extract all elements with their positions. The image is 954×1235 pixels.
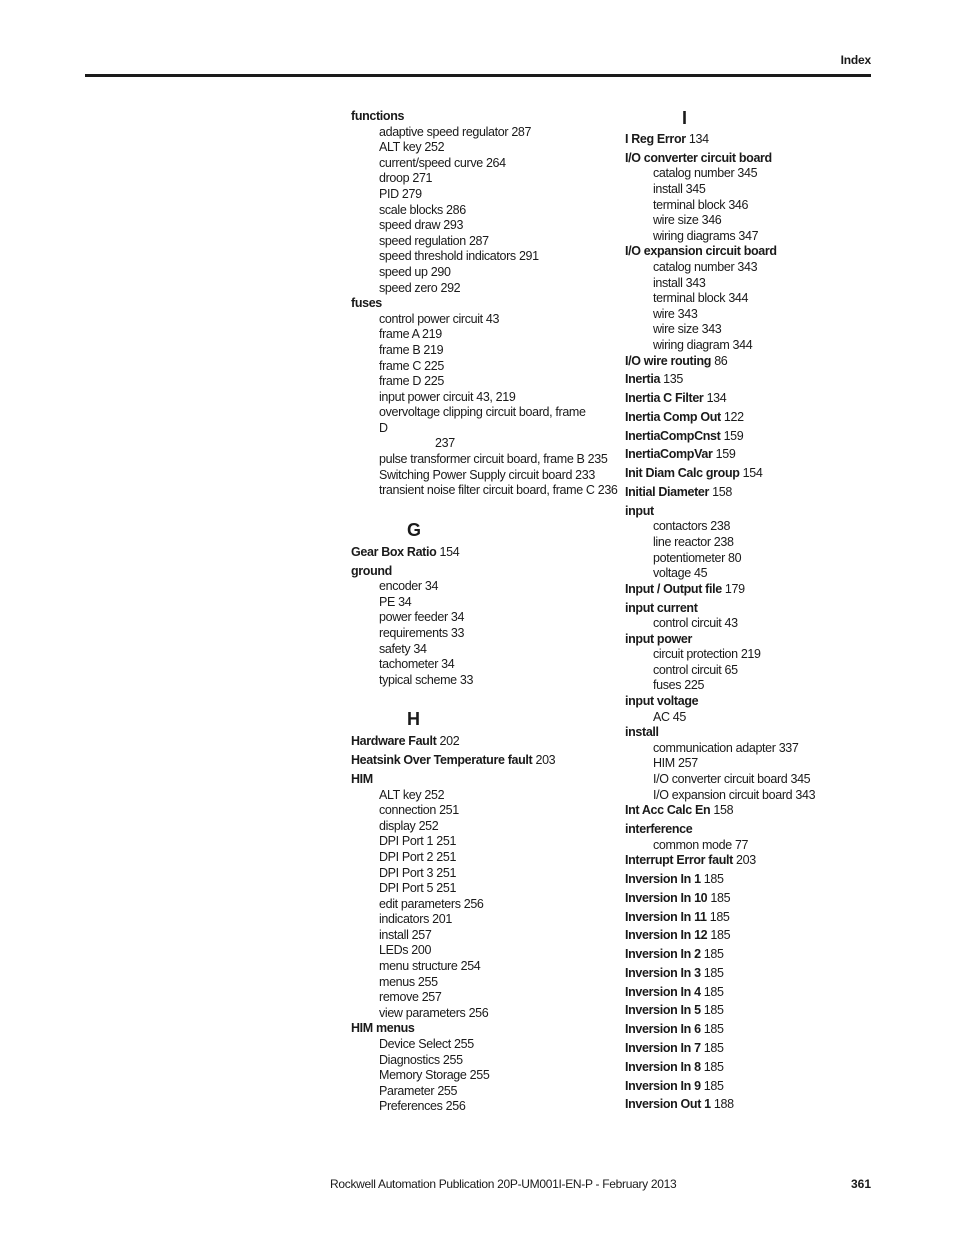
index-page: 202 (436, 734, 460, 749)
index-entry-inversion-in-3 (625, 966, 885, 982)
index-subentry: I/O expansion circuit board 343 (653, 787, 816, 802)
index-subentry: potentiometer 80 (653, 550, 742, 565)
index-entry-i-reg-error (625, 132, 885, 148)
header-rule (85, 74, 871, 77)
subentry-page: 237 (435, 436, 455, 451)
index-subentry: frame C 225 (379, 358, 444, 373)
index-subentry: remove 257 (379, 990, 442, 1005)
index-subentries (351, 788, 611, 1022)
index-entry-input-voltage (625, 694, 885, 710)
subentry-group (379, 452, 618, 499)
index-term: I/O converter circuit board (625, 150, 772, 165)
index-page: 185 (706, 909, 730, 924)
index-entry-hardware-fault (351, 734, 611, 750)
subentry-text: overvoltage clipping circuit board, frame D (379, 405, 586, 435)
index-term: Init Diam Calc group (625, 466, 740, 481)
index-subentry: safety 34 (379, 641, 427, 656)
index-term: input power (625, 631, 692, 646)
index-subentries (379, 312, 611, 406)
index-subentry: transient noise filter circuit board, frame C 236 (379, 483, 618, 498)
index-subentry: menu structure 254 (379, 959, 481, 974)
index-column-left (351, 109, 618, 1115)
index-entry-inertiacompcnst (625, 429, 885, 445)
index-term: fuses (351, 296, 382, 311)
index-term: Inversion In 1 (625, 871, 701, 886)
index-subentry: install 345 (653, 181, 706, 196)
index-page: 185 (700, 1003, 724, 1018)
index-subentry: wire 343 (653, 306, 698, 321)
index-entry-int-acc-calc-en (625, 803, 885, 819)
index-subentries (625, 166, 885, 244)
index-term: Inversion In 12 (625, 928, 708, 943)
index-subentry: control power circuit 43 (379, 311, 500, 326)
index-page: 185 (700, 1059, 724, 1074)
index-subentry: input power circuit 43, 219 (379, 389, 516, 404)
index-term: Inversion In 8 (625, 1059, 701, 1074)
index-term: Inversion In 9 (625, 1078, 701, 1093)
index-subentry: tachometer 34 (379, 657, 455, 672)
index-entry-inversion-in-12 (625, 928, 885, 944)
index-term: Inertia (625, 372, 661, 387)
index-page: 154 (436, 544, 460, 559)
index-subentry: wire size 343 (653, 322, 722, 337)
index-subentry: PID 279 (379, 186, 422, 201)
index-subentries (379, 452, 618, 499)
index-subentry: speed draw 293 (379, 218, 464, 233)
index-page: 185 (700, 871, 724, 886)
index-subentries (625, 710, 885, 726)
index-entry-inversion-in-11 (625, 910, 885, 926)
index-subentries (351, 125, 611, 297)
index-page: 134 (685, 132, 709, 146)
index-page: 185 (700, 965, 724, 980)
index-subentry: Memory Storage 255 (379, 1068, 490, 1083)
index-subentry: common mode 77 (653, 837, 749, 852)
index-subentry: HIM 257 (653, 756, 698, 771)
index-subentries (625, 616, 885, 632)
index-entry-heatsink (351, 753, 611, 769)
index-subentries (351, 1037, 611, 1115)
index-entry-inertia-c-filter (625, 391, 885, 407)
index-subentry: install 343 (653, 275, 706, 290)
index-term: Gear Box Ratio (351, 544, 437, 559)
index-subentry: speed up 290 (379, 264, 451, 279)
index-entry-inversion-in-7 (625, 1041, 885, 1057)
index-entry-inversion-in-2 (625, 947, 885, 963)
index-page: 203 (732, 853, 756, 868)
index-entry-inversion-in-10 (625, 891, 885, 907)
index-term: Heatsink Over Temperature fault (351, 753, 533, 768)
index-subentry: Diagnostics 255 (379, 1052, 463, 1067)
index-subentry: wiring diagram 344 (653, 337, 753, 352)
index-page: 185 (707, 928, 731, 943)
index-page: 158 (710, 803, 734, 818)
index-page: 86 (711, 353, 728, 368)
index-subentry: control circuit 43 (653, 616, 738, 631)
index-subentries (625, 838, 885, 854)
index-page: 134 (703, 391, 727, 406)
index-subentry: adaptive speed regulator 287 (379, 124, 532, 139)
index-page: 179 (721, 581, 745, 596)
index-subentry: circuit protection 219 (653, 647, 761, 662)
index-entry-inversion-in-1 (625, 872, 885, 888)
index-subentry: scale blocks 286 (379, 202, 466, 217)
index-entry-init-diam-calc (625, 466, 885, 482)
index-page: 135 (660, 372, 683, 387)
index-entry-him (351, 772, 611, 788)
index-entry-install (625, 725, 885, 741)
index-term: ground (351, 563, 392, 578)
index-subentry: wire size 346 (653, 213, 722, 228)
index-page: 203 (532, 753, 556, 768)
index-subentry: Switching Power Supply circuit board 233 (379, 467, 595, 482)
index-term: Inversion In 10 (625, 890, 708, 905)
index-subentry: terminal block 346 (653, 197, 749, 212)
index-term: Interrupt Error fault (625, 853, 733, 868)
index-subentry: frame B 219 (379, 342, 444, 357)
index-subentry: view parameters 256 (379, 1005, 489, 1020)
index-subentries (625, 260, 885, 354)
index-subentry: AC 45 (653, 709, 686, 724)
index-subentry: power feeder 34 (379, 610, 465, 625)
index-entry-inversion-in-8 (625, 1060, 885, 1076)
index-term: input voltage (625, 694, 699, 709)
index-subentries (625, 647, 885, 694)
index-page: 159 (712, 447, 736, 462)
index-entry-him-menus (351, 1021, 611, 1037)
index-term: Inversion In 5 (625, 1003, 701, 1018)
index-subentry: I/O converter circuit board 345 (653, 772, 811, 787)
index-subentry: speed zero 292 (379, 280, 461, 295)
index-subentry: terminal block 344 (653, 291, 749, 306)
index-subentry: speed threshold indicators 291 (379, 249, 539, 264)
subentry-group (379, 312, 611, 406)
index-entry-inversion-in-6 (625, 1022, 885, 1038)
index-subentry: wiring diagrams 347 (653, 228, 759, 243)
index-term: Inversion In 6 (625, 1022, 701, 1037)
index-subentry: line reactor 238 (653, 534, 734, 549)
index-term: I/O expansion circuit board (625, 244, 777, 259)
index-subentries (625, 519, 885, 581)
index-term: I/O wire routing (625, 353, 712, 368)
index-term: Hardware Fault (351, 734, 437, 749)
index-entry-interference (625, 822, 885, 838)
index-entry-gear-box-ratio (351, 545, 611, 561)
index-term: Inversion Out 1 (625, 1097, 711, 1112)
index-subentry: Device Select 255 (379, 1037, 474, 1052)
index-entry-input-current (625, 601, 885, 617)
index-subentry: current/speed curve 264 (379, 155, 506, 170)
index-subentry: display 252 (379, 818, 439, 833)
index-subentry: LEDs 200 (379, 943, 432, 958)
index-page: 185 (700, 947, 724, 962)
index-term: InertiaCompVar (625, 447, 713, 462)
index-page: 154 (739, 466, 763, 481)
index-subentry: ALT key 252 (379, 787, 445, 802)
index-subentry: voltage 45 (653, 566, 708, 581)
index-subentry: frame A 219 (379, 327, 442, 342)
index-subentry: catalog number 345 (653, 166, 758, 181)
index-term: Inversion In 2 (625, 947, 701, 962)
index-subentry: DPI Port 5 251 (379, 881, 457, 896)
index-entry-initial-diameter (625, 485, 885, 501)
index-subentry: Parameter 255 (379, 1083, 458, 1098)
index-term: Input / Output file (625, 581, 722, 596)
index-subentry: encoder 34 (379, 579, 439, 594)
index-entry-interrupt-error (625, 853, 885, 869)
footer-publication: Rockwell Automation Publication 20P-UM001I-EN-P - February 2013 (330, 1177, 677, 1191)
index-term: Inversion In 4 (625, 984, 701, 999)
index-entry-inversion-in-4 (625, 985, 885, 1001)
index-entry-functions (351, 109, 611, 125)
index-term: interference (625, 822, 693, 836)
section-letter-g: G (407, 519, 422, 540)
index-page: 185 (700, 1041, 724, 1055)
index-entry-input-output-file (625, 582, 885, 598)
index-subentry: typical scheme 33 (379, 672, 474, 687)
index-subentry: ALT key 252 (379, 140, 445, 155)
index-subentry: connection 251 (379, 803, 459, 818)
index-page: 185 (700, 1022, 724, 1037)
index-entry-input-power (625, 632, 885, 648)
index-entry-fuses (351, 296, 611, 312)
index-subentry: communication adapter 337 (653, 740, 799, 755)
index-subentry: PE 34 (379, 594, 412, 609)
index-term: Int Acc Calc En (625, 803, 711, 818)
index-subentry: fuses 225 (653, 678, 705, 693)
index-entry-io-converter (625, 151, 885, 167)
index-subentries (351, 311, 618, 499)
index-subentry: catalog number 343 (653, 259, 758, 274)
index-subentry: DPI Port 3 251 (379, 865, 457, 880)
index-page: 188 (710, 1097, 734, 1112)
index-subentry: Preferences 256 (379, 1099, 466, 1114)
index-page: 185 (700, 984, 724, 999)
index-entry-inertia (625, 372, 885, 388)
index-subentry: edit parameters 256 (379, 896, 484, 911)
index-entry-io-wire-routing (625, 354, 885, 370)
index-subentry: menus 255 (379, 974, 438, 989)
index-term: I Reg Error (625, 132, 686, 146)
index-entry-inertiacompvar (625, 447, 885, 463)
index-term: Inertia C Filter (625, 391, 704, 406)
index-entry-io-expansion (625, 244, 885, 260)
footer-page-number: 361 (850, 1177, 871, 1191)
index-subentry-wrapped (379, 405, 594, 452)
index-subentry: droop 271 (379, 171, 433, 186)
index-entry-input (625, 504, 885, 520)
index-page: 122 (720, 409, 744, 424)
index-term: Inversion In 3 (625, 965, 701, 980)
header-section-label: Index (840, 53, 871, 67)
index-subentry: DPI Port 2 251 (379, 849, 457, 864)
index-term: Inertia Comp Out (625, 409, 721, 424)
index-subentries (625, 741, 885, 803)
index-column-right (625, 109, 885, 1113)
index-entry-inversion-out-1 (625, 1097, 885, 1113)
index-entry-inversion-in-5 (625, 1003, 885, 1019)
index-term: input (625, 503, 654, 518)
index-entry-inversion-in-9 (625, 1079, 885, 1095)
index-term: install (625, 725, 659, 740)
section-letter-h: H (407, 709, 420, 730)
index-term: HIM (351, 771, 373, 786)
index-term: Inversion In 7 (625, 1041, 701, 1055)
index-subentry: control circuit 65 (653, 662, 738, 677)
index-term: HIM menus (351, 1021, 415, 1036)
index-subentry: contactors 238 (653, 519, 731, 534)
index-entry-inertia-comp-out (625, 410, 885, 426)
index-page: 159 (720, 428, 744, 443)
index-term: input current (625, 600, 698, 615)
index-subentry: pulse transformer circuit board, frame B 235 (379, 452, 608, 467)
index-subentry: speed regulation 287 (379, 233, 489, 248)
index-subentries (351, 579, 611, 688)
index-entry-ground (351, 564, 611, 580)
index-subentry: indicators 201 (379, 912, 452, 927)
index-subentry: frame D 225 (379, 374, 444, 389)
index-subentry: install 257 (379, 927, 432, 942)
index-page: 185 (707, 890, 731, 905)
index-subentry: DPI Port 1 251 (379, 834, 457, 849)
index-term: Initial Diameter (625, 484, 710, 499)
section-letter-i: I (682, 108, 688, 128)
index-page: 158 (709, 484, 732, 499)
index-term: functions (351, 109, 405, 123)
index-term: Inversion In 11 (625, 909, 707, 924)
index-term: InertiaCompCnst (625, 428, 721, 443)
index-subentry: requirements 33 (379, 626, 465, 640)
index-page: 185 (700, 1078, 724, 1093)
